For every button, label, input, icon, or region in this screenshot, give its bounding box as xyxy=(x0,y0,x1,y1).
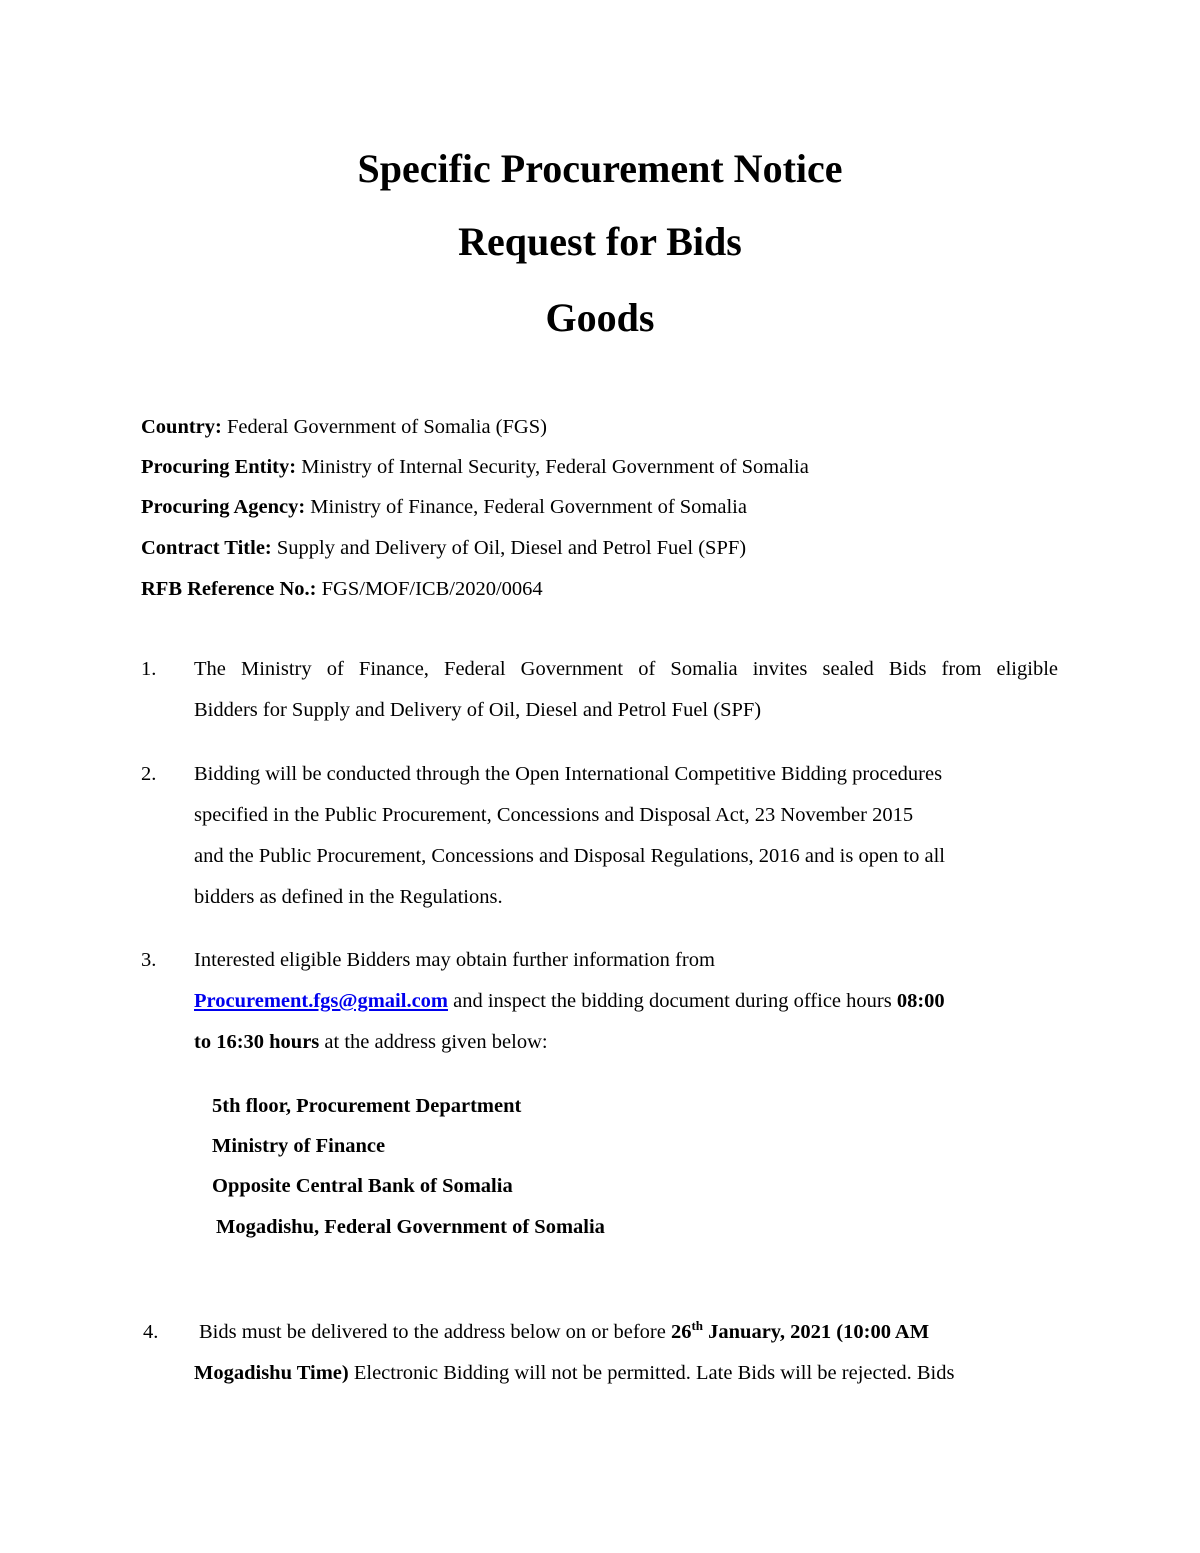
item-2-line-4: bidders as defined in the Regulations. xyxy=(194,886,503,908)
item-3-hours-start: 08:00 xyxy=(896,990,945,1012)
meta-entity xyxy=(141,454,809,480)
address-line-2: Ministry of Finance xyxy=(212,1135,386,1157)
item-3-number: 3. xyxy=(141,949,157,971)
item-3-hours-end: to 16:30 hours xyxy=(194,1031,320,1053)
meta-contract-label: Contract Title: xyxy=(141,537,272,559)
meta-rfb-value: FGS/MOF/ICB/2020/0064 xyxy=(321,578,543,600)
item-2-line-2: specified in the Public Procurement, Concessions and Disposal Act, 23 November 2015 xyxy=(194,804,914,826)
meta-rfb xyxy=(141,576,543,602)
address-line-3: Opposite Central Bank of Somalia xyxy=(212,1175,513,1197)
item-3-line-3 xyxy=(194,1029,548,1055)
meta-country-label: Country: xyxy=(141,416,222,438)
item-1-line-1: The Ministry of Finance, Federal Government of Somalia invites sealed Bids from eligible xyxy=(194,658,1058,680)
item-4-date-rest: January, 2021 (10:00 AM xyxy=(703,1321,930,1343)
item-3-line-2-text: and inspect the bidding document during office hours xyxy=(448,990,897,1012)
title-line-2: Request for Bids xyxy=(458,219,742,264)
item-4-line-2 xyxy=(194,1360,955,1386)
title-line-3: Goods xyxy=(545,295,655,340)
item-3-line-1: Interested eligible Bidders may obtain further information from xyxy=(194,949,715,971)
meta-agency-label: Procuring Agency: xyxy=(141,496,306,518)
meta-rfb-label: RFB Reference No.: xyxy=(141,578,317,600)
item-4-line-1-text: Bids must be delivered to the address below on or before xyxy=(199,1321,671,1343)
meta-contract-value: Supply and Delivery of Oil, Diesel and Petrol Fuel (SPF) xyxy=(276,537,747,559)
item-4-line-2-text: Electronic Bidding will not be permitted. Late Bids will be rejected. Bids xyxy=(348,1362,955,1384)
meta-agency xyxy=(141,494,747,520)
item-4-line-1 xyxy=(199,1319,929,1345)
title-line-1: Specific Procurement Notice xyxy=(357,146,843,191)
meta-country xyxy=(141,414,547,440)
address-line-4: Mogadishu, Federal Government of Somalia xyxy=(216,1216,605,1238)
item-4-number: 4. xyxy=(143,1321,159,1343)
item-2-line-3: and the Public Procurement, Concessions and Disposal Regulations, 2016 and is open to all xyxy=(194,845,945,867)
meta-agency-value: Ministry of Finance, Federal Government of Somalia xyxy=(310,496,747,518)
item-4-date-day: 26 xyxy=(670,1321,692,1343)
item-4-date-suffix: th xyxy=(691,1318,704,1334)
address-line-1: 5th floor, Procurement Department xyxy=(212,1095,522,1117)
meta-entity-label: Procuring Entity: xyxy=(141,456,297,478)
meta-contract xyxy=(141,535,746,561)
meta-entity-value: Ministry of Internal Security, Federal Government of Somalia xyxy=(301,456,809,478)
meta-country-value: Federal Government of Somalia (FGS) xyxy=(226,416,547,438)
item-3-line-3-text: at the address given below: xyxy=(319,1031,548,1053)
email-link[interactable]: Procurement.fgs@gmail.com xyxy=(194,990,448,1012)
item-2-number: 2. xyxy=(141,763,157,785)
item-1-line-2: Bidders for Supply and Delivery of Oil, Diesel and Petrol Fuel (SPF) xyxy=(194,699,762,721)
item-1-number: 1. xyxy=(141,658,157,680)
item-3-line-2 xyxy=(194,988,945,1014)
item-2-line-1: Bidding will be conducted through the Open International Competitive Bidding procedures xyxy=(194,763,943,785)
item-4-time-label: Mogadishu Time) xyxy=(194,1362,349,1384)
